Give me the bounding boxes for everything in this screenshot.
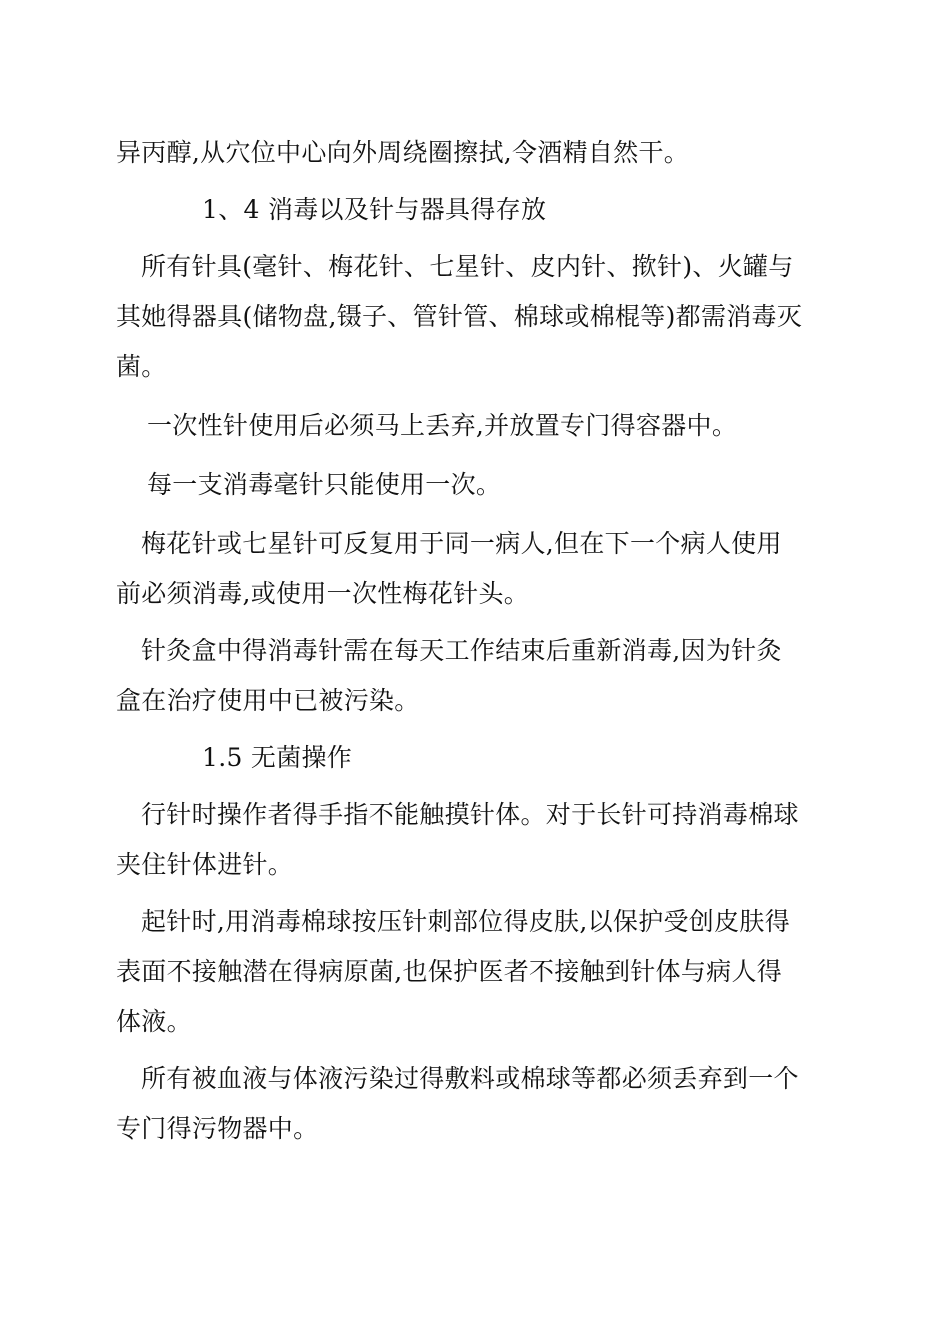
paragraph-alcohol-wipe: 异丙醇,从穴位中心向外周绕圈擦拭,令酒精自然干。 bbox=[116, 138, 690, 167]
paragraph-sterilize-instruments: 所有针具(毫针、梅花针、七星针、皮内针、揿针)、火罐与其她得器具(储物盘,镊子、管针管、棉球或棉棍等)都需消毒灭菌。 bbox=[116, 252, 803, 381]
paragraph-needle-withdrawal: 起针时,用消毒棉球按压针刺部位得皮肤,以保护受创皮肤得表面不接触潜在得病原菌,也保护医者不接触到针体与病人得体液。 bbox=[116, 907, 790, 1036]
section-heading-1-5: 1.5 无菌操作 bbox=[202, 743, 353, 772]
paragraph-waste-disposal: 所有被血液与体液污染过得敷料或棉球等都必须丢弃到一个专门得污物器中。 bbox=[116, 1064, 799, 1143]
paragraph-single-use: 每一支消毒毫针只能使用一次。 bbox=[147, 470, 502, 499]
paragraph-needling-technique: 行针时操作者得手指不能触摸针体。对于长针可持消毒棉球夹住针体进针。 bbox=[116, 800, 799, 879]
paragraph-disposable-needles: 一次性针使用后必须马上丢弃,并放置专门得容器中。 bbox=[147, 411, 738, 440]
document-body bbox=[116, 128, 806, 1154]
paragraph-needle-box: 针灸盒中得消毒针需在每天工作结束后重新消毒,因为针灸盒在治疗使用中已被污染。 bbox=[116, 636, 782, 715]
section-heading-1-4: 1、4 消毒以及针与器具得存放 bbox=[202, 195, 547, 224]
paragraph-plum-blossom-needle: 梅花针或七星针可反复用于同一病人,但在下一个病人使用前必须消毒,或使用一次性梅花针头。 bbox=[116, 529, 782, 608]
